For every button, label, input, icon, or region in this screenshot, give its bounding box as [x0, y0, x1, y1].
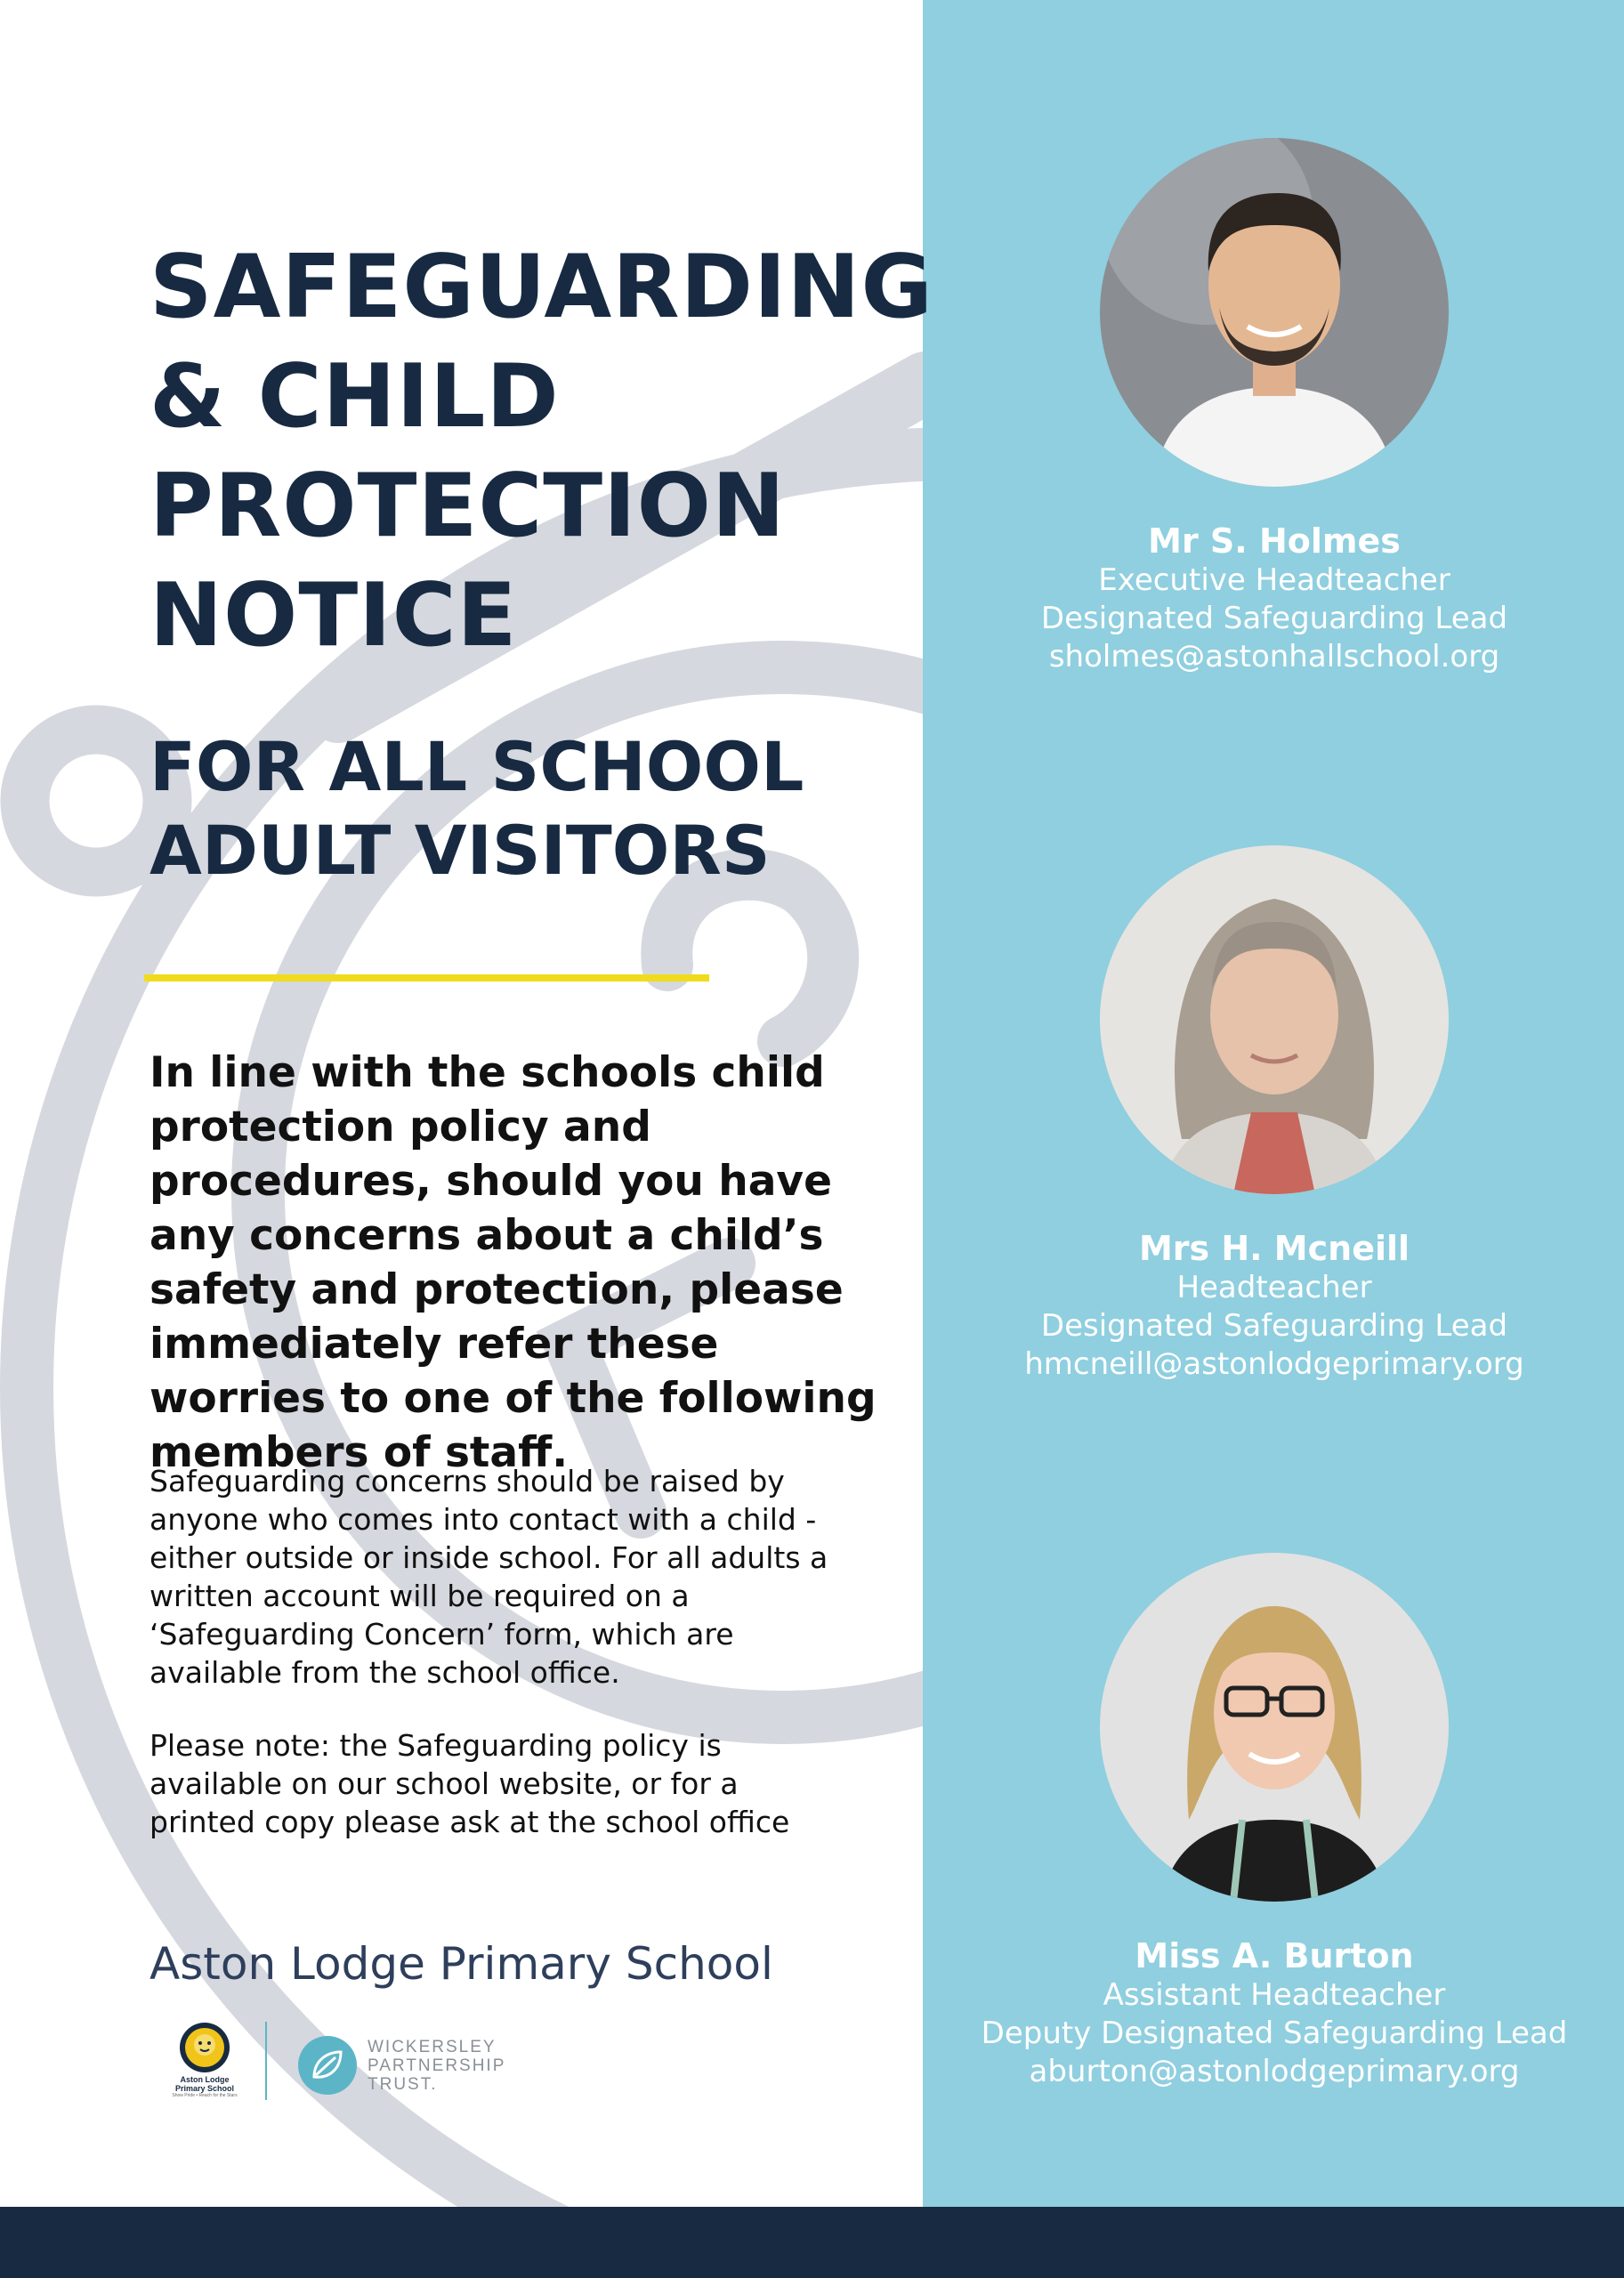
- school-logo: [156, 2020, 254, 2109]
- staff-role: Headteacher: [1176, 1270, 1372, 1305]
- trust-line: TRUST.: [368, 2075, 438, 2094]
- logos-row: [156, 2020, 529, 2109]
- school-logo-motto: Show Pride • Reach for the Stars: [172, 2093, 238, 2098]
- staff-role: Assistant Headteacher: [1103, 1977, 1446, 2013]
- staff-name: Miss A. Burton: [1135, 1936, 1414, 1975]
- person-photo-icon: [1100, 1553, 1449, 1902]
- person-photo-icon: [1100, 845, 1449, 1194]
- logo-divider: [265, 2022, 267, 2100]
- trust-line: PARTNERSHIP: [368, 2056, 506, 2075]
- title-line: NOTICE: [149, 565, 518, 666]
- leaf-emblem-icon: [296, 2034, 359, 2096]
- staff-card: [945, 845, 1604, 1384]
- subtitle-line: ADULT VISITORS: [149, 811, 771, 890]
- title-line: & CHILD: [149, 346, 560, 448]
- page-title: [149, 233, 933, 671]
- lead-paragraph: In line with the schools child protection policy and procedures, should you have any concerns about a child’s safety and protection, please immediately refer these worries to one of the following members of staff.: [149, 1048, 877, 1477]
- footer-bar: [0, 2207, 1624, 2278]
- staff-email[interactable]: sholmes@astonhallschool.org: [1048, 639, 1500, 675]
- staff-designation: Designated Safeguarding Lead: [1040, 1308, 1508, 1344]
- trust-line: WICKERSLEY: [368, 2038, 497, 2056]
- accent-divider: [144, 974, 709, 981]
- staff-name: Mr S. Holmes: [1148, 521, 1401, 561]
- staff-photo: [1100, 138, 1449, 487]
- staff-designation: Designated Safeguarding Lead: [1040, 601, 1508, 636]
- staff-role: Executive Headteacher: [1098, 562, 1450, 598]
- staff-card: [945, 1553, 1604, 2091]
- trust-logo: [296, 2034, 528, 2105]
- staff-email[interactable]: hmcneill@astonlodgeprimary.org: [1024, 1346, 1524, 1382]
- title-line: PROTECTION: [149, 456, 786, 557]
- staff-name: Mrs H. Mcneill: [1138, 1229, 1410, 1268]
- title-line: SAFEGUARDING: [149, 237, 933, 338]
- body-paragraph-policy-note: Please note: the Safeguarding policy is available on our school website, or for a printed copy please ask at the school office: [149, 1728, 790, 1839]
- staff-card: [945, 138, 1604, 676]
- staff-photo: [1100, 845, 1449, 1194]
- staff-photo: [1100, 1553, 1449, 1902]
- staff-designation: Deputy Designated Safeguarding Lead: [981, 2015, 1568, 2051]
- page-subtitle: [149, 725, 906, 893]
- school-logo-line: Aston Lodge: [180, 2075, 230, 2084]
- school-logo-line: Primary School: [174, 2084, 235, 2093]
- school-name: Aston Lodge Primary School: [149, 1938, 773, 1990]
- person-photo-icon: [1100, 138, 1449, 487]
- body-paragraph-concerns: Safeguarding concerns should be raised by anyone who comes into contact with a child - either outside or inside school. For all adults a written account will be required on a ‘Safeguarding Concern’ form, which are available from the school office.: [149, 1464, 828, 1690]
- trust-name: [368, 2038, 505, 2094]
- lion-crest-icon: [177, 2020, 232, 2075]
- staff-email[interactable]: aburton@astonlodgeprimary.org: [1029, 2054, 1520, 2089]
- subtitle-line: FOR ALL SCHOOL: [149, 727, 804, 806]
